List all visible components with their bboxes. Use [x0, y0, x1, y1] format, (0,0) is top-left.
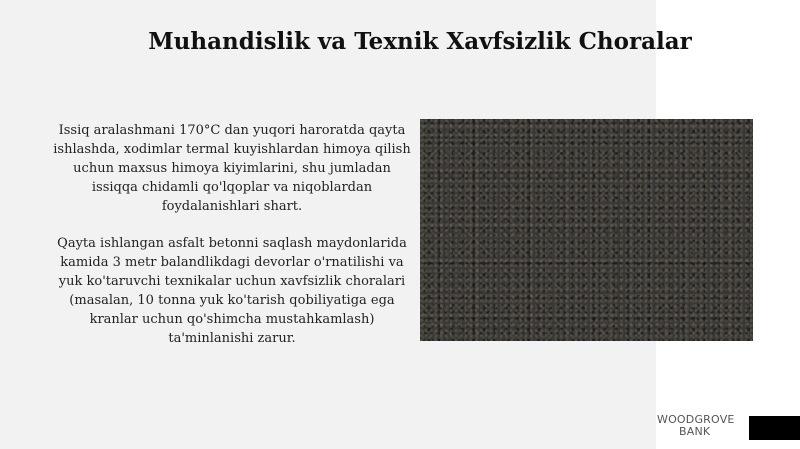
- woodgrove-bank-logo: [657, 414, 735, 438]
- asphalt-image: [420, 119, 753, 341]
- footer-accent-bar: [749, 416, 800, 440]
- logo-line-woodgrove: WOODGROVE: [657, 413, 735, 426]
- slide-body: [50, 121, 414, 366]
- logo-line-bank: BANK: [679, 425, 711, 438]
- slide-title: Muhandislik va Texnik Xavfsizlik Choralar: [148, 28, 692, 55]
- paragraph-safety-clothing: Issiq aralashmani 170°C dan yuqori haroratda qayta ishlashda, xodimlar termal kuyishlardan himoya qilish uchun maxsus himoya kiyimlarini, shu jumladan issiqqa chidamli qo'lqoplar va niqoblardan foydalanishlari shart.: [53, 123, 411, 214]
- paragraph-storage-walls: Qayta ishlangan asfalt betonni saqlash maydonlarida kamida 3 metr balandlikdagi devorlar o'rnatilishi va yuk ko'taruvchi texnikalar uchun xavfsizlik choralari (masalan, 10 tonna yuk ko'tarish qobiliyatiga ega kranlar uchun qo'shimcha mustahkamlash) ta'minlanishi zarur.: [57, 236, 407, 346]
